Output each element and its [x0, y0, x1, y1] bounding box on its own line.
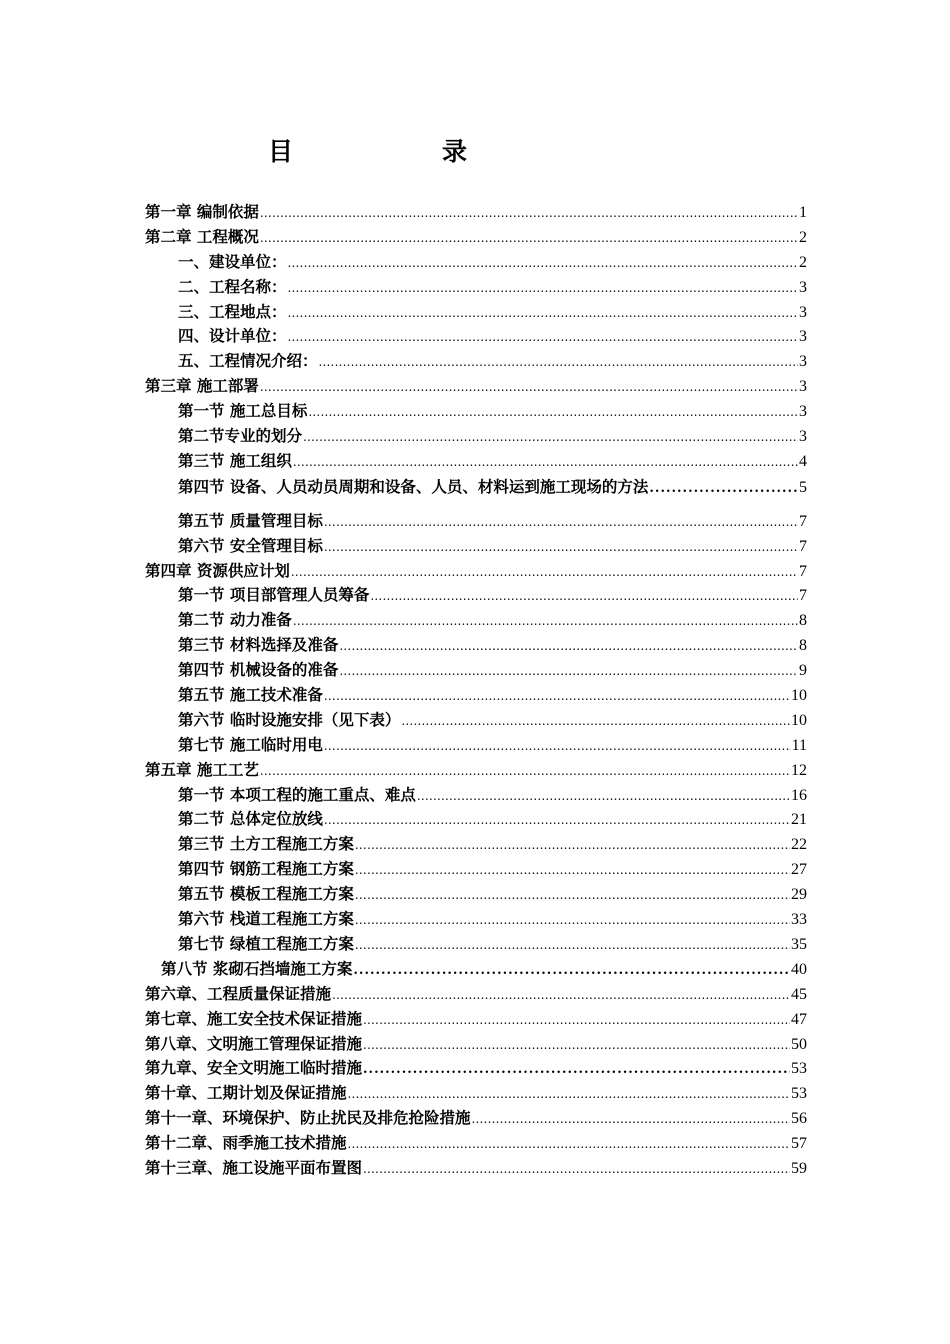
toc-entry-title: 第八节 浆砌石挡墙施工方案	[161, 958, 353, 978]
dot-leader	[339, 634, 798, 659]
toc-page-number: 27	[791, 861, 807, 879]
toc-entry[interactable]	[145, 349, 807, 374]
toc-entry[interactable]	[145, 683, 807, 708]
toc-page-number: 53	[791, 1085, 807, 1103]
toc-page-number: 50	[791, 1035, 807, 1053]
toc-entry[interactable]	[145, 807, 807, 832]
dot-leader	[649, 476, 798, 502]
dot-leader	[324, 684, 790, 709]
toc-entry-title: 第十章、工期计划及保证措施	[145, 1083, 347, 1103]
dot-leader	[291, 560, 798, 585]
toc-entry[interactable]	[145, 633, 807, 658]
toc-entry-title: 第二节 动力准备	[178, 610, 292, 630]
toc-entry[interactable]	[145, 608, 807, 633]
toc-page-number: 3	[799, 328, 807, 346]
toc-page-number: 10	[791, 711, 807, 729]
toc-page-number: 47	[791, 1010, 807, 1028]
toc-entry-title: 第七章、施工安全技术保证措施	[145, 1008, 363, 1028]
dot-leader	[363, 1058, 790, 1083]
toc-entry[interactable]	[145, 1081, 807, 1106]
dot-leader	[293, 609, 798, 634]
toc-page-number: 8	[799, 637, 807, 655]
dot-leader	[288, 325, 798, 350]
toc-entry[interactable]	[145, 534, 807, 559]
toc-entry[interactable]	[145, 982, 807, 1007]
toc-page-number: 3	[799, 303, 807, 321]
toc-page-number: 8	[799, 612, 807, 630]
toc-entry[interactable]	[145, 1032, 807, 1057]
toc-entry[interactable]	[145, 225, 807, 250]
toc-entry-title: 第八章、文明施工管理保证措施	[145, 1033, 363, 1053]
toc-page-number: 45	[791, 985, 807, 1003]
toc-entry-title: 三、工程地点：	[178, 301, 287, 321]
toc-page-number: 35	[791, 935, 807, 953]
toc-entry[interactable]	[145, 708, 807, 733]
toc-entry-title: 第四节 钢筋工程施工方案	[178, 859, 354, 879]
toc-entry-title: 第十一章、环境保护、防止扰民及排危抢险措施	[145, 1108, 471, 1128]
dot-leader	[288, 276, 798, 301]
dot-leader	[293, 450, 798, 475]
toc-entry[interactable]	[145, 374, 807, 399]
toc-page-number: 11	[791, 736, 807, 754]
toc-entry[interactable]	[145, 758, 807, 783]
toc-page-number: 57	[791, 1135, 807, 1153]
dot-leader	[260, 375, 798, 400]
toc-entry-title: 一、建设单位：	[178, 251, 287, 271]
toc-entry[interactable]	[145, 449, 807, 474]
dot-leader	[324, 535, 798, 560]
toc-entry-title: 第三节 施工组织	[178, 450, 292, 470]
toc-entry[interactable]	[145, 1007, 807, 1032]
toc-entry[interactable]	[145, 1106, 807, 1131]
toc-entry[interactable]	[145, 882, 807, 907]
page-title: 目 录	[268, 137, 530, 166]
dot-leader	[363, 1157, 790, 1182]
toc-entry-title: 第七节 施工临时用电	[178, 734, 323, 754]
dot-leader	[370, 584, 798, 609]
toc-entry[interactable]	[145, 399, 807, 424]
toc-entry[interactable]	[145, 474, 807, 509]
dot-leader	[417, 784, 790, 809]
toc-entry-title: 第四章 资源供应计划	[145, 560, 290, 580]
toc-page-number: 1	[799, 204, 807, 221]
dot-leader	[363, 1008, 790, 1033]
toc-entry-title: 第五章 施工工艺	[145, 759, 259, 779]
toc-entry-title: 第四节 设备、人员动员周期和设备、人员、材料运到施工现场的方法	[178, 476, 649, 496]
toc-entry[interactable]	[145, 250, 807, 275]
toc-page-number: 2	[799, 228, 807, 246]
toc-page-number: 9	[799, 662, 807, 680]
toc-entry-title: 二、工程名称：	[178, 276, 287, 296]
toc-entry-title: 第一章 编制依据	[145, 202, 259, 221]
toc-page-number: 7	[799, 562, 807, 580]
toc-entry[interactable]	[145, 424, 807, 449]
toc-entry[interactable]	[145, 907, 807, 932]
toc-entry-title: 第十三章、施工设施平面布置图	[145, 1157, 363, 1177]
dot-leader	[355, 858, 790, 883]
toc-page-number: 2	[799, 253, 807, 271]
toc-entry-title: 第七节 绿植工程施工方案	[178, 933, 354, 953]
toc-entry[interactable]	[145, 857, 807, 882]
toc-page-number: 56	[791, 1110, 807, 1128]
dot-leader	[355, 908, 790, 933]
toc-page-number: 5	[799, 478, 807, 496]
dot-leader	[260, 759, 790, 784]
toc-page-number: 21	[791, 811, 807, 829]
toc-entry-title: 第三章 施工部署	[145, 376, 259, 396]
dot-leader	[348, 1132, 790, 1157]
toc-page-number: 3	[799, 278, 807, 296]
dot-leader	[260, 201, 798, 226]
dot-leader	[319, 350, 798, 375]
toc-page-number: 29	[791, 886, 807, 904]
toc-page-number: 10	[791, 687, 807, 705]
dot-leader	[260, 226, 798, 251]
toc-entry-title: 第五节 施工技术准备	[178, 685, 323, 705]
dot-leader	[401, 709, 790, 734]
toc-entry[interactable]	[145, 733, 807, 758]
toc-entry[interactable]	[145, 300, 807, 325]
dot-leader	[355, 933, 790, 958]
toc-entry-title: 第五节 质量管理目标	[178, 510, 323, 530]
toc-entry[interactable]	[145, 658, 807, 683]
dot-leader	[355, 883, 790, 908]
toc-entry-title: 第六节 临时设施安排（见下表）	[178, 709, 401, 729]
toc-entry-title: 五、工程情况介绍：	[178, 351, 318, 371]
toc-entry[interactable]	[145, 559, 807, 584]
toc-page-number: 4	[799, 452, 807, 470]
dot-leader	[355, 833, 790, 858]
toc-page-number: 22	[791, 836, 807, 854]
toc-page-number: 40	[791, 960, 807, 978]
toc-entry[interactable]	[145, 1156, 807, 1181]
toc-entry[interactable]	[145, 932, 807, 957]
toc-page-number: 3	[799, 378, 807, 396]
toc-entry-title: 第四节 机械设备的准备	[178, 660, 339, 680]
toc-page-number: 3	[799, 403, 807, 421]
toc-page-number: 7	[799, 537, 807, 555]
dot-leader	[288, 301, 798, 326]
toc-entry[interactable]	[145, 583, 807, 608]
toc-page-number: 7	[799, 512, 807, 530]
toc-page-number: 16	[791, 786, 807, 804]
toc-entry-title: 第二节 总体定位放线	[178, 809, 323, 829]
toc-entry-title: 第五节 模板工程施工方案	[178, 884, 354, 904]
toc-entry-title: 第二章 工程概况	[145, 226, 259, 246]
toc-page-number: 12	[791, 761, 807, 779]
toc-entry-title: 第三节 土方工程施工方案	[178, 834, 354, 854]
dot-leader	[363, 1033, 790, 1058]
dot-leader	[324, 808, 790, 833]
toc-entry-title: 第三节 材料选择及准备	[178, 635, 339, 655]
dot-leader	[332, 983, 790, 1008]
toc-entry-title: 第九章、安全文明施工临时措施	[145, 1058, 363, 1078]
dot-leader	[324, 734, 791, 759]
toc-entry-title: 第六节 栈道工程施工方案	[178, 909, 354, 929]
toc-entry[interactable]	[145, 1056, 807, 1081]
toc-entry[interactable]	[145, 957, 807, 982]
dot-leader	[348, 1082, 790, 1107]
dot-leader	[308, 400, 798, 425]
toc-page-number: 3	[799, 353, 807, 371]
toc-entry-title: 第十二章、雨季施工技术措施	[145, 1133, 347, 1153]
dot-leader	[339, 659, 798, 684]
toc-page-number: 3	[799, 428, 807, 446]
table-of-contents	[145, 200, 807, 1181]
toc-entry[interactable]	[145, 832, 807, 857]
toc-page-number: 59	[791, 1159, 807, 1177]
toc-page-number: 7	[799, 587, 807, 605]
dot-leader	[353, 959, 790, 984]
toc-entry-title: 四、设计单位：	[178, 326, 287, 346]
toc-entry-title: 第一节 本项工程的施工重点、难点	[178, 784, 416, 804]
toc-entry[interactable]	[145, 783, 807, 808]
toc-entry-title: 第一节 施工总目标	[178, 401, 308, 421]
toc-entry[interactable]	[145, 200, 807, 225]
toc-entry-title: 第六节 安全管理目标	[178, 535, 323, 555]
dot-leader	[324, 510, 798, 535]
toc-entry[interactable]	[145, 324, 807, 349]
toc-entry-title: 第一节 项目部管理人员筹备	[178, 585, 370, 605]
toc-page-number: 33	[791, 911, 807, 929]
dot-leader	[303, 425, 798, 450]
dot-leader	[288, 251, 798, 276]
toc-entry-title: 第六章、工程质量保证措施	[145, 983, 332, 1003]
toc-entry[interactable]	[145, 509, 807, 534]
toc-entry-title: 第二节专业的划分	[178, 426, 303, 446]
dot-leader	[472, 1107, 790, 1132]
toc-entry[interactable]	[145, 1131, 807, 1156]
toc-entry[interactable]	[145, 275, 807, 300]
toc-page-number: 53	[791, 1060, 807, 1078]
